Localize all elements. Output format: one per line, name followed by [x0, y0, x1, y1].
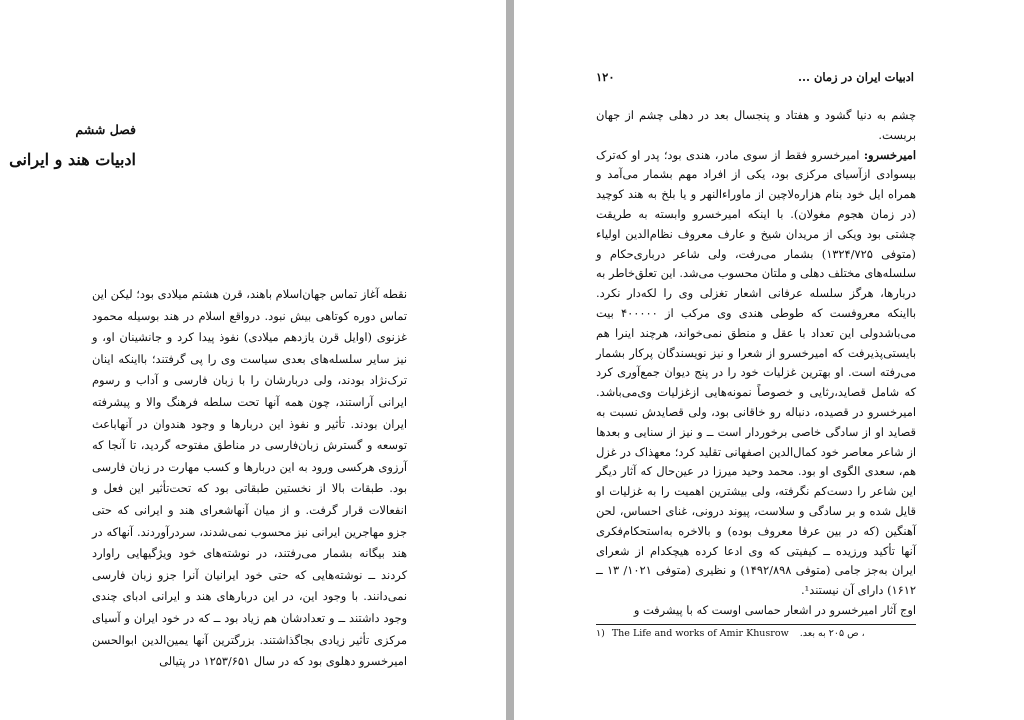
right-paragraph-3: اوج آثار امیرخسرو در اشعار حماسی اوست که با پیشرفت و: [633, 602, 916, 617]
chapter-label: فصل ششم: [75, 122, 136, 137]
book-gutter: [506, 0, 514, 720]
paragraph-lead: امیرخسرو:: [863, 147, 916, 162]
page-number: ۱۲۰: [596, 70, 615, 84]
left-page: [0, 0, 506, 720]
left-body-paragraph: نقطه آغاز تماس جهان‌اسلام باهند، قرن هشتم میلادی بود؛ لیکن این تماس دوره کوتاهی بیش نبود. درواقع اسلام در هند بوسیله محمود غزنوی (اوایل قرن یازدهم میلادی) نفوذ پیدا کرد و جانشینان او، و نیز سایر سلسله‌های بعدی سیاست وی را پی گرفتند؛ بااینکه اینان ترک‌نژاد بودند، ولی دربارشان را با زبان فارسی و آداب و رسوم ایرانی آراستند، چون همه آنها تحت سلطه فرهنگ والا و پیشرفته ایران بودند. تأثیر و نفوذ این دربارها و وجود هندوان در آنهاباعث توسعه و گسترش زبان‌فارسی در مناطق مفتوحه گردید، تا آنجا که آرزوی هرکسی ورود به این دربارها و کسب مهارت در زبان فارسی بود. طبقات بالا از نخستین طبقاتی بود که تحت‌تأثیر این فعل و انفعالات قرار گرفت. و از میان آنهاشعرای هند و ایرانی که حتی جزو مهاجرین ایرانی نیز محسوب نمی‌شدند، سردرآوردند. آنهاکه در هند بیگانه بشمار می‌رفتند، در نوشته‌های خود ویژگیهایی راوارد کردند ــ نوشته‌هایی که حتی خود ایرانیان آنرا جزو زبان فارسی نمی‌دانند. با وجود این، در این دربارهای هند و ایرانی ادبای چندی وجود داشتند ــ و تعدادشان هم زیاد بود ــ که در خود ایران و آسیای مرکزی تأثیر زیادی بجاگذاشتند. بزرگترین آنها یمین‌الدین ابوالحسن امیرخسرو دهلوی بود که در سال ۱۲۵۳/۶۵۱ در پتیالی: [92, 287, 407, 669]
right-page: [514, 0, 1024, 720]
footnote-number: ۱): [596, 628, 605, 639]
footnote-divider: [596, 624, 916, 625]
footnote: [596, 628, 916, 639]
right-paragraph-2-text: امیرخسرو فقط از سوی مادر، هندی بود؛ پدر او کەترک بیسوادی ازآسیای مرکزی بود، یکی از افراد مهم بشمار می‌آمد و همراه ایل خود بنام هزاره‌لاچین از ماوراءالنهر و یا بلخ به هند کوچید (در زمان هجوم مغولان). با اینکه امیرخسرو وابسته به طریقت چشتی بود ویکی از مریدان شیخ و عارف معروف نظام‌الدین اولیاء (متوفی ۱۳۲۴/۷۲۵) بشمار می‌رفت، ولی شاعر درباری‌حکام و سلسله‌های مختلف دهلی و ملتان محسوب می‌شد. این تعلق‌خاطر به دربارها، هرگز سلسله عرفانی اشعار تغزلی وی را لکه‌دار نکرد. بااینکه معروفست که طوطی هندی وی مرکب از ۴۰۰۰۰۰ بیت می‌باشدولی این تعداد با عقل و منطق نمی‌خواند، هرچند اینرا هم بایستی‌پذیرفت که امیرخسرو از شعرا و نیز نویسندگان پرکار بشمار می‌رفته است. او بهترین غزلیات خود را در پنج دیوان جمع‌آوری کرد که شامل قصاید،رثایی و خصوصاً نمونه‌هایی ازغزلیات وی‌می‌باشد. امیرخسرو در قصیده، دنباله رو خاقانی بود، ولی قصایدش نسبت به قصاید او از سادگی خاصی برخوردار است ــ و نیز از سنایی و بعدها از شاعر معاصر خود کمال‌الدین اصفهانی تقلید کرد؛ معهذاک در غزل هم، سعدی الگوی او بود. محمد وحید میرزا در عین‌حال که آثار دیگر این شاعر را دست‌کم نگرفته، ولی بیشترین اهمیت را به غزلیات او قایل شده و بر سادگی و سلاست، پیوند درونی، غنای احساس، لحن آهنگین (که در بین عرفا معروف بوده) و بالاخره به‌استحکام‌فکری آنها تأکید ورزیده ــ کیفیتی که وی ادعا کرده هیچکدام از شعرای ایران به‌جز جامی (متوفی ۱۴۹۲/۸۹۸) و نظیری (متوفی ۱۰۲۱/ ۱۳ ــ ۱۶۱۲) دارای آن نیستند¹.: [596, 147, 917, 598]
right-body-text: [596, 106, 916, 621]
right-paragraph-2: [596, 146, 916, 601]
chapter-title: ادبیات هند و ایرانی: [9, 150, 136, 169]
footnote-page-ref: ، ص ۲۰۵ به بعد.: [799, 628, 865, 639]
footnote-english-title: The Life and works of Amir Khusrow: [611, 628, 789, 639]
running-head-title: ادبیات ایران در زمان ...: [797, 70, 914, 84]
running-head: [596, 70, 914, 88]
left-body-text: [92, 284, 407, 673]
right-paragraph-1: چشم به دنیا گشود و هفتاد و پنجسال بعد در دهلی چشم از جهان بربست.: [596, 108, 916, 142]
